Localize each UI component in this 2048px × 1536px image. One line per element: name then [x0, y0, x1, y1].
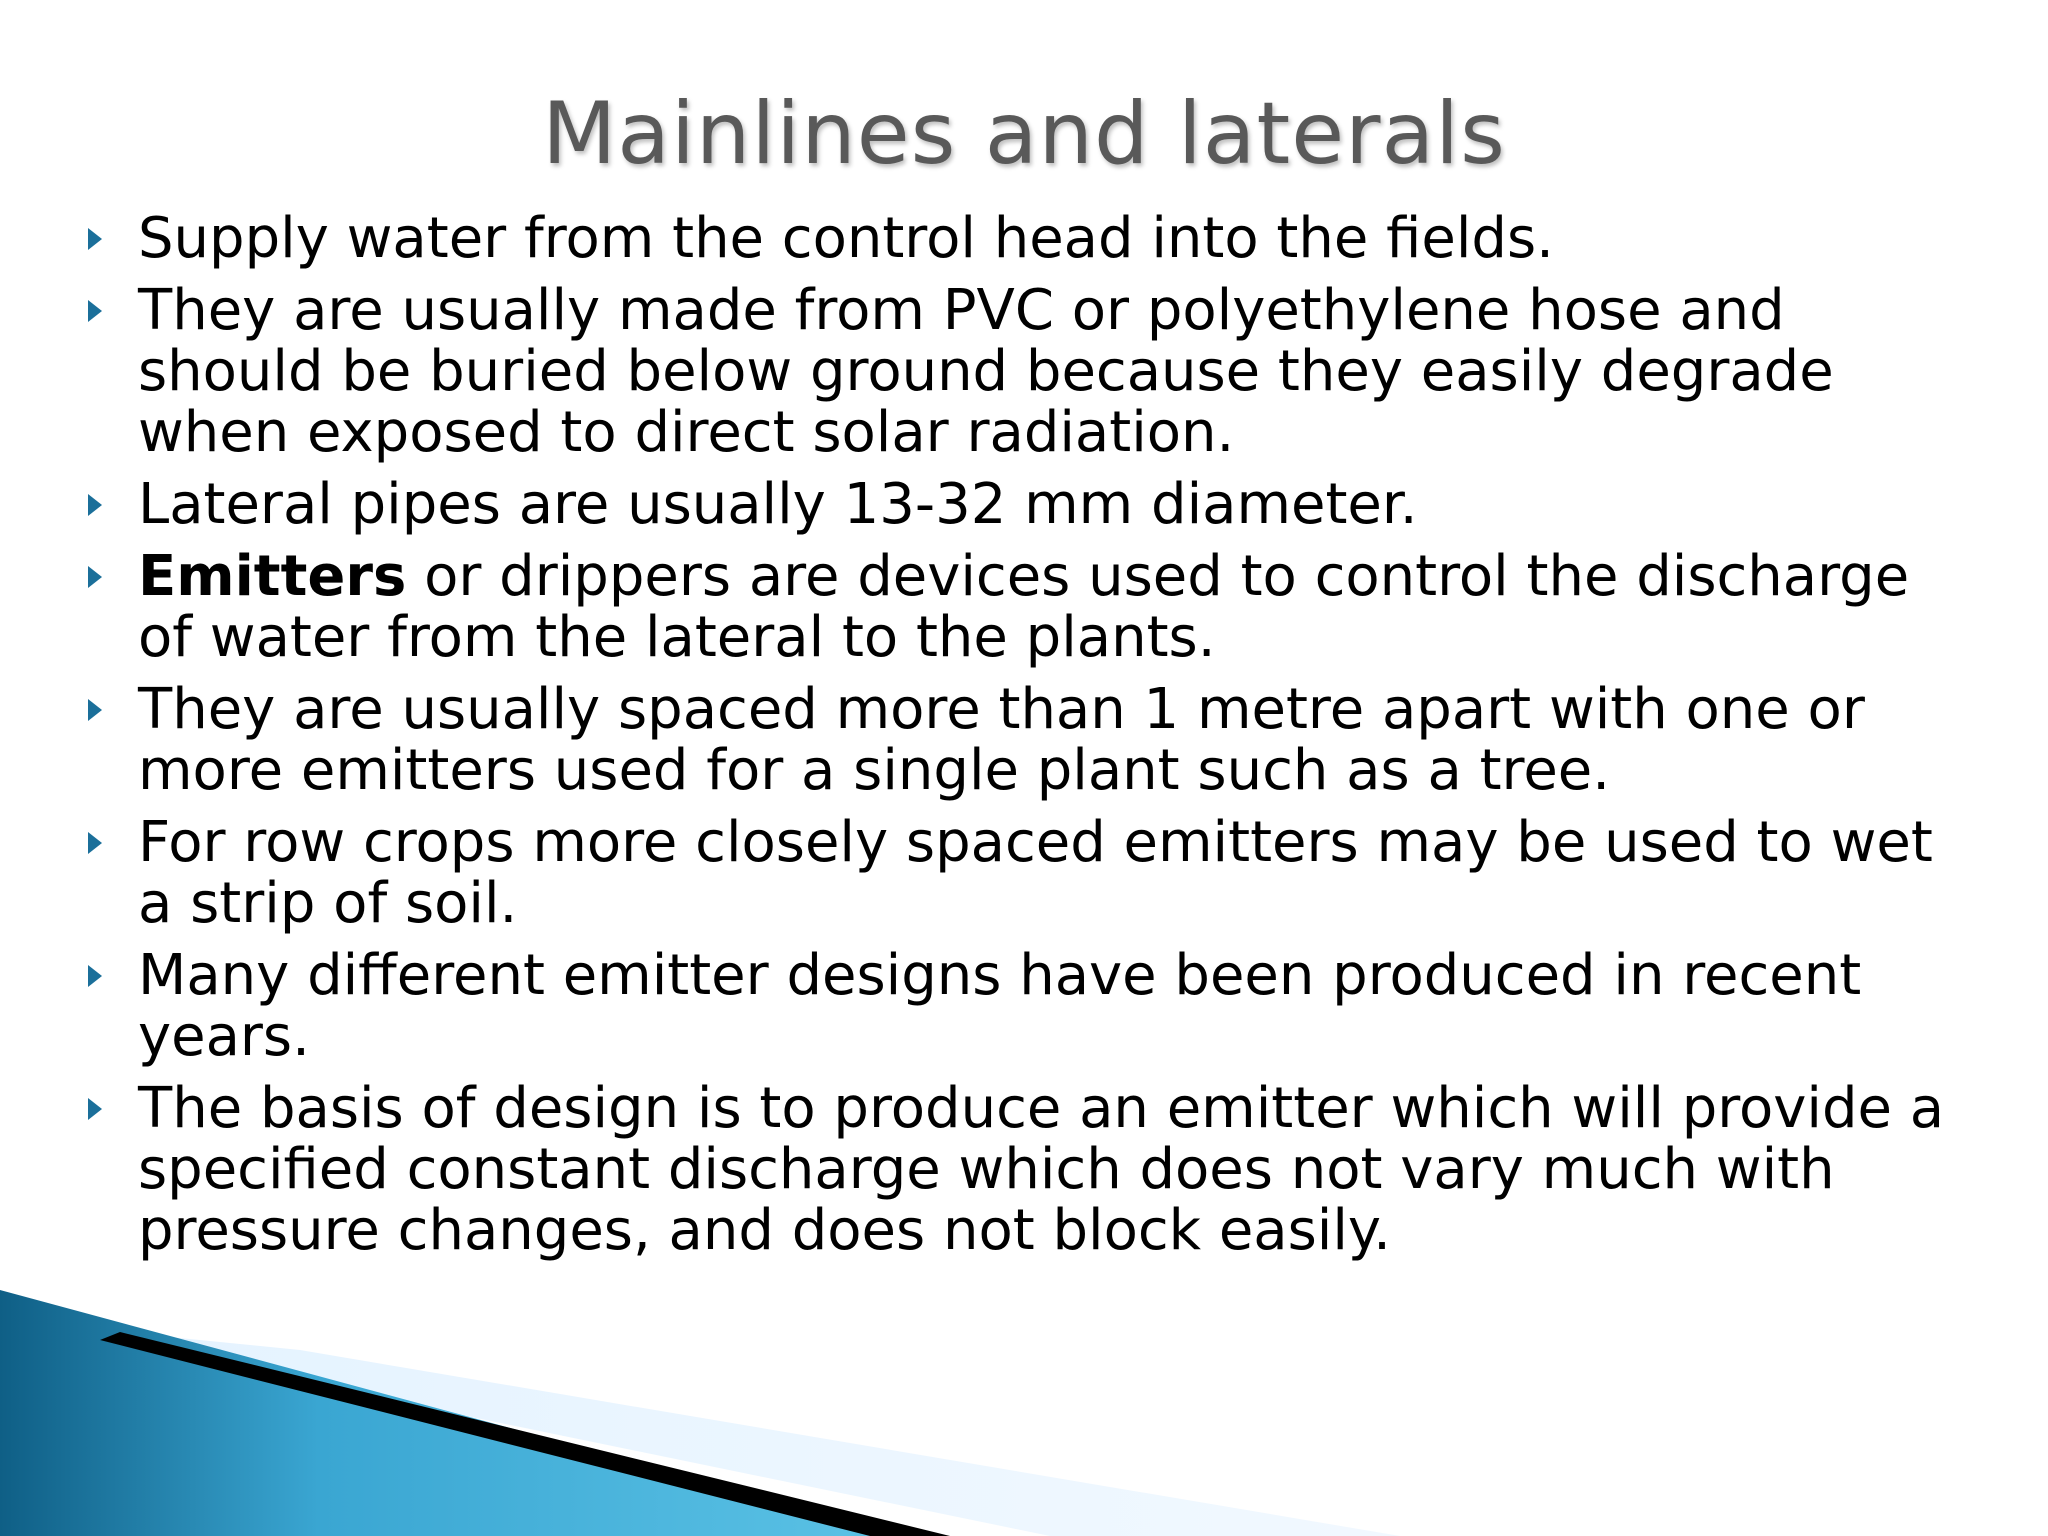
bullet-item — [80, 208, 1980, 269]
triangle-right-icon — [88, 965, 102, 987]
bullet-bold-term: Emitters — [138, 544, 407, 609]
triangle-right-icon — [88, 699, 102, 721]
bullet-text: or drippers are devices used to control the discharge of water from the lateral to the plants. — [138, 544, 1910, 670]
bullet-text: Lateral pipes are usually 13-32 mm diameter. — [138, 472, 1418, 537]
bullet-text: They are usually spaced more than 1 metre apart with one or more emitters used for a single plant such as a tree. — [138, 677, 1865, 803]
decorative-wave — [0, 1260, 2048, 1536]
bullet-item — [80, 945, 1980, 1067]
triangle-right-icon — [88, 566, 102, 588]
bullet-text: The basis of design is to produce an emitter which will provide a specified constant discharge which does not vary much with pressure changes, and does not block easily. — [138, 1076, 1945, 1263]
bullet-list — [80, 208, 1980, 1261]
triangle-right-icon — [88, 832, 102, 854]
bullet-item — [80, 280, 1980, 463]
bullet-item — [80, 1078, 1980, 1261]
triangle-right-icon — [88, 1098, 102, 1120]
triangle-right-icon — [88, 300, 102, 322]
bullet-text: Supply water from the control head into the fields. — [138, 206, 1554, 271]
bullet-text: They are usually made from PVC or polyethylene hose and should be buried below ground because they easily degrade when exposed to direct solar radiation. — [138, 278, 1834, 465]
bullet-item — [80, 812, 1980, 934]
triangle-right-icon — [88, 494, 102, 516]
bullet-item — [80, 679, 1980, 801]
slide-title: Mainlines and laterals — [542, 84, 1506, 184]
bullet-item — [80, 474, 1980, 535]
triangle-right-icon — [88, 228, 102, 250]
bullet-item — [80, 546, 1980, 668]
bullet-text: Many different emitter designs have been produced in recent years. — [138, 943, 1862, 1069]
bullet-text: For row crops more closely spaced emitters may be used to wet a strip of soil. — [138, 810, 1933, 936]
